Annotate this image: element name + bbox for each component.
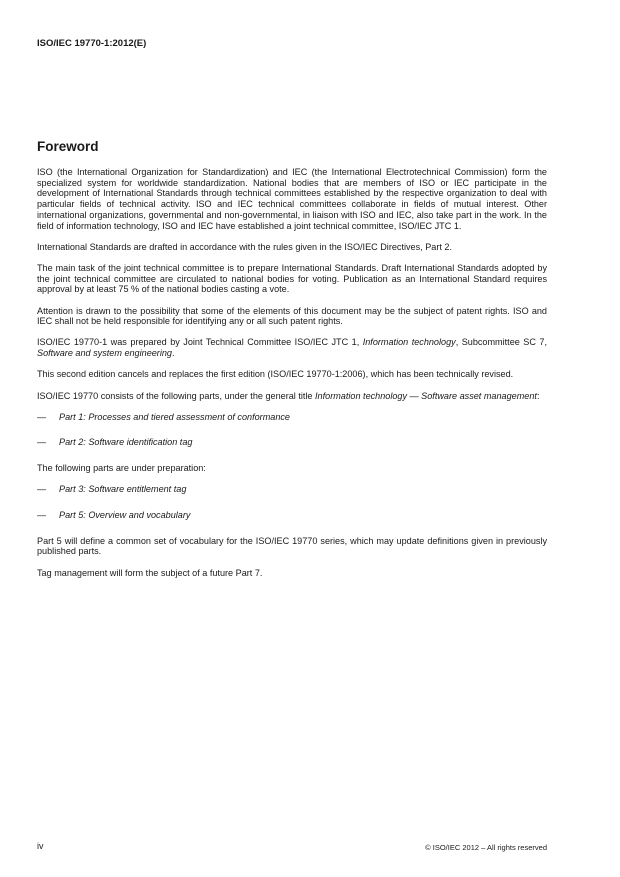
list-item xyxy=(37,484,547,495)
list-item xyxy=(37,437,547,448)
document-id-header: ISO/IEC 19770-1:2012(E) xyxy=(37,38,147,49)
part-title: Part 2: Software identification tag xyxy=(59,437,193,448)
parts-intro-text: ISO/IEC 19770 consists of the following parts, under the general title xyxy=(37,390,316,401)
colon: : xyxy=(536,390,540,401)
part-title: Part 5: Overview and vocabulary xyxy=(59,510,191,521)
part-title: Part 1: Processes and tiered assessment of conformance xyxy=(59,411,290,422)
general-title: Information technology — Software asset management xyxy=(315,390,537,401)
subcommittee-title: Software and system engineering xyxy=(37,348,172,359)
list-dash: — xyxy=(37,510,47,521)
paragraph-edition: This second edition cancels and replaces the first edition (ISO/IEC 19770-1:2006), which has been technically revised. xyxy=(37,369,514,380)
subcommittee-text: , Subcommittee SC 7, xyxy=(455,337,547,348)
paragraph-main-task: The main task of the joint technical committee is to prepare International Standards. Draft International Standards adopted by the joint technical committee are circulated to national bodies for voting. Publication as an International Standard requires approval by at least 75 % of the national bodies casting a vote. xyxy=(37,262,547,295)
paragraph-parts-intro xyxy=(37,391,547,402)
list-dash: — xyxy=(37,411,47,422)
prepared-by-text: ISO/IEC 19770-1 was prepared by Joint Technical Committee ISO/IEC JTC 1, xyxy=(37,337,363,348)
part-title: Part 3: Software entitlement tag xyxy=(59,484,187,495)
page-title: Foreword xyxy=(37,139,99,154)
committee-title: Information technology xyxy=(362,337,456,348)
foreword-section xyxy=(37,139,547,589)
paragraph-patent-rights: Attention is drawn to the possibility that some of the elements of this document may be the subject of patent rights. ISO and IEC shall not be held responsible for identifying any or all such patent rights. xyxy=(37,305,547,327)
paragraph-directives: International Standards are drafted in accordance with the rules given in the ISO/IEC Directives, Part 2. xyxy=(37,241,452,252)
page-number: iv xyxy=(37,841,44,851)
copyright-notice: © ISO/IEC 2012 – All rights reserved xyxy=(425,843,547,852)
paragraph-tag-management: Tag management will form the subject of a future Part 7. xyxy=(37,567,263,578)
paragraph-under-preparation: The following parts are under preparation: xyxy=(37,463,206,474)
paragraph-iso-iec-intro: ISO (the International Organization for Standardization) and IEC (the International Electrotechnical Commission) form the specialized system for worldwide standardization. National bodies that are members of ISO or IEC participate in the development of International Standards through technical committees established by the respective organization to deal with particular fields of technical activity. ISO and IEC technical committees collaborate in fields of mutual interest. Other international organizations, governmental and non-governmental, in liaison with ISO and IEC, also take part in the work. In the field of information technology, ISO and IEC have established a joint technical committee, ISO/IEC JTC 1. xyxy=(37,167,547,231)
period: . xyxy=(171,348,175,359)
paragraph-part5-vocabulary: Part 5 will define a common set of vocabulary for the ISO/IEC 19770 series, which may update definitions given in previously published parts. xyxy=(37,535,547,557)
list-item xyxy=(37,412,547,423)
paragraph-prepared-by xyxy=(37,337,547,358)
list-dash: — xyxy=(37,484,47,495)
list-item xyxy=(37,510,547,521)
list-dash: — xyxy=(37,437,47,448)
